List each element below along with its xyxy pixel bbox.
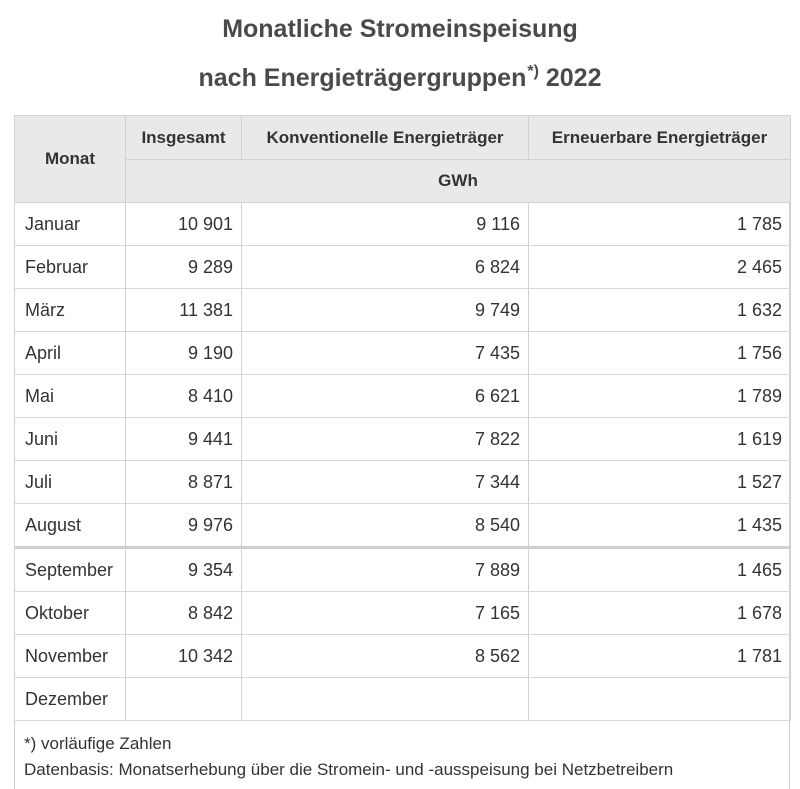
- header-unit: GWh: [126, 160, 791, 203]
- cell-conventional: 8 562: [242, 635, 529, 678]
- cell-total: 9 190: [126, 332, 242, 375]
- cell-month: Juli: [15, 461, 126, 504]
- cell-conventional: [242, 678, 529, 721]
- table-row: [15, 504, 791, 548]
- cell-total: 9 441: [126, 418, 242, 461]
- subtitle-year: 2022: [545, 64, 602, 92]
- cell-renewable: [529, 678, 791, 721]
- table-row: [15, 246, 791, 289]
- table-row: [15, 548, 791, 592]
- source-text: Datenbasis: Monatserhebung über die Stromein- und -ausspeisung bei Netzbetreibern: [24, 760, 674, 779]
- cell-renewable: 1 789: [529, 375, 791, 418]
- footnote-mark: *): [527, 63, 539, 80]
- cell-month: August: [15, 504, 126, 548]
- data-table: [14, 115, 791, 721]
- cell-total: 9 289: [126, 246, 242, 289]
- cell-total: 9 354: [126, 548, 242, 592]
- cell-month: Mai: [15, 375, 126, 418]
- table-body: [15, 203, 791, 721]
- notes: [24, 731, 673, 783]
- cell-month: Januar: [15, 203, 126, 246]
- table-row: [15, 461, 791, 504]
- cell-renewable: 1 678: [529, 592, 791, 635]
- cell-total: 8 871: [126, 461, 242, 504]
- cell-total: [126, 678, 242, 721]
- cell-conventional: 7 344: [242, 461, 529, 504]
- cell-total: 8 842: [126, 592, 242, 635]
- table-row: [15, 289, 791, 332]
- cell-month: Februar: [15, 246, 126, 289]
- footnote-text: *) vorläufige Zahlen: [24, 734, 172, 753]
- table-row: [15, 375, 791, 418]
- table-row: [15, 678, 791, 721]
- cell-renewable: 1 435: [529, 504, 791, 548]
- page-title: Monatliche Stromeinspeisung: [222, 15, 578, 43]
- cell-conventional: 7 889: [242, 548, 529, 592]
- cell-month: Oktober: [15, 592, 126, 635]
- table-row: [15, 332, 791, 375]
- cell-total: 9 976: [126, 504, 242, 548]
- cell-month: März: [15, 289, 126, 332]
- cell-conventional: 9 116: [242, 203, 529, 246]
- cell-total: 10 342: [126, 635, 242, 678]
- table-row: [15, 635, 791, 678]
- cell-total: 10 901: [126, 203, 242, 246]
- cell-month: Dezember: [15, 678, 126, 721]
- table-row: [15, 203, 791, 246]
- cell-renewable: 1 785: [529, 203, 791, 246]
- cell-renewable: 1 781: [529, 635, 791, 678]
- cell-month: September: [15, 548, 126, 592]
- cell-renewable: 2 465: [529, 246, 791, 289]
- subtitle-text: nach Energieträgergruppen: [198, 64, 527, 92]
- cell-conventional: 6 824: [242, 246, 529, 289]
- cell-conventional: 6 621: [242, 375, 529, 418]
- cell-renewable: 1 465: [529, 548, 791, 592]
- table-row: [15, 418, 791, 461]
- header-month: Monat: [15, 116, 126, 203]
- page-subtitle: [0, 63, 800, 93]
- header-renewable: Erneuerbare Energieträger: [529, 116, 791, 160]
- cell-renewable: 1 527: [529, 461, 791, 504]
- cell-conventional: 7 822: [242, 418, 529, 461]
- header-total: Insgesamt: [126, 116, 242, 160]
- cell-renewable: 1 619: [529, 418, 791, 461]
- cell-conventional: 7 165: [242, 592, 529, 635]
- cell-month: April: [15, 332, 126, 375]
- cell-total: 11 381: [126, 289, 242, 332]
- cell-renewable: 1 756: [529, 332, 791, 375]
- cell-month: November: [15, 635, 126, 678]
- cell-total: 8 410: [126, 375, 242, 418]
- cell-conventional: 8 540: [242, 504, 529, 548]
- cell-renewable: 1 632: [529, 289, 791, 332]
- cell-conventional: 9 749: [242, 289, 529, 332]
- cell-conventional: 7 435: [242, 332, 529, 375]
- table-row: [15, 592, 791, 635]
- cell-month: Juni: [15, 418, 126, 461]
- header-conventional: Konventionelle Energieträger: [242, 116, 529, 160]
